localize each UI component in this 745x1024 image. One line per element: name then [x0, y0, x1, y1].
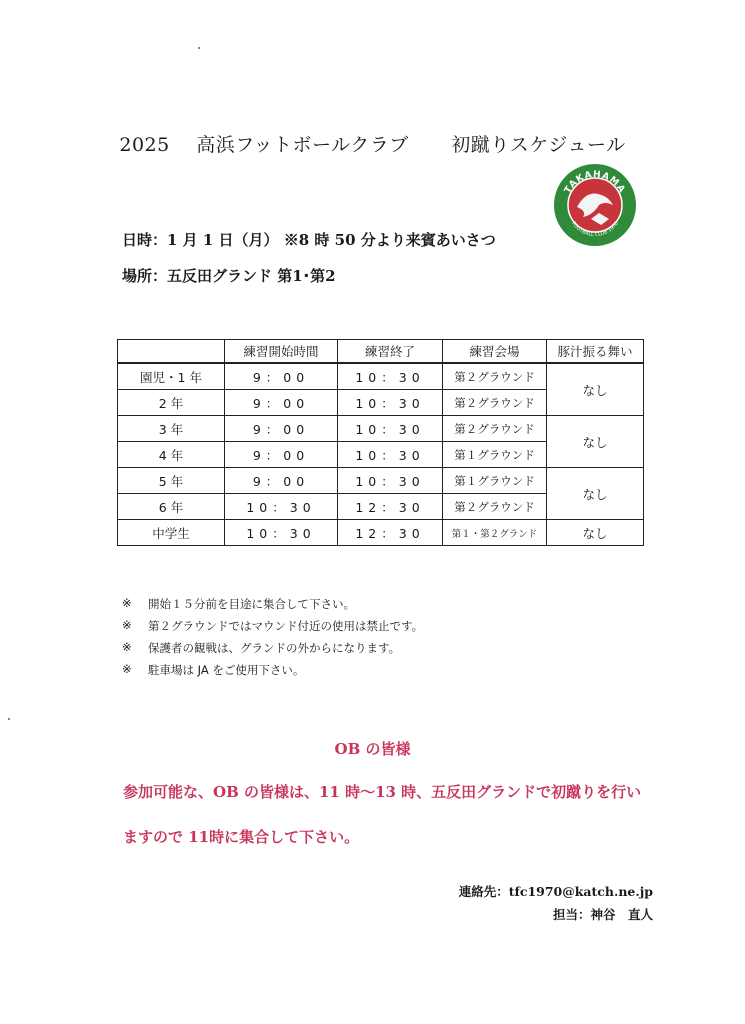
cell-tonjiru: なし — [547, 468, 644, 520]
place-line: 場所：五反田グランド 第1･第2 — [122, 267, 336, 285]
logo-subtext: FOOTBALL CLUB 1970 — [570, 220, 620, 239]
contact-person: 担当：神谷 直人 — [552, 907, 653, 922]
cell-start: 10：30 — [225, 494, 338, 520]
note-mark: ※ — [122, 596, 132, 610]
cell-end: 12：30 — [338, 494, 443, 520]
schedule-table — [117, 339, 644, 546]
cell-start: 9：00 — [225, 363, 338, 390]
cell-venue: 第１・第２グランド — [443, 520, 547, 546]
cell-grade: 6 年 — [118, 494, 225, 520]
header-venue: 練習会場 — [443, 340, 547, 364]
note-text: 開始１５分前を目途に集合して下さい。 — [148, 597, 355, 611]
cell-venue: 第１グラウンド — [443, 442, 547, 468]
header-end: 練習終了 — [338, 340, 443, 364]
cell-venue: 第１グラウンド — [443, 468, 547, 494]
cell-start: 9：00 — [225, 442, 338, 468]
cell-grade: 中学生 — [118, 520, 225, 546]
list-item — [122, 618, 423, 640]
cell-start: 9：00 — [225, 468, 338, 494]
cell-start: 10：30 — [225, 520, 338, 546]
cell-tonjiru: なし — [547, 520, 644, 546]
table-row — [118, 416, 644, 442]
ob-title: OB の皆様 — [334, 740, 411, 758]
table-row — [118, 468, 644, 494]
cell-start: 9：00 — [225, 416, 338, 442]
ob-text-line2: ますので 11時に集合して下さい。 — [123, 828, 360, 846]
cell-venue: 第２グラウンド — [443, 494, 547, 520]
cell-venue: 第２グラウンド — [443, 390, 547, 416]
title-event: 初蹴りスケジュール — [451, 134, 626, 156]
table-row — [118, 363, 644, 390]
cell-grade: 園児・1 年 — [118, 363, 225, 390]
header-tonjiru: 豚汁振る舞い — [547, 340, 644, 364]
note-text: 保護者の観戦は、グランドの外からになります。 — [148, 641, 401, 655]
note-text: 駐車場は JA をご使用下さい。 — [148, 663, 305, 677]
page-title — [0, 130, 745, 157]
cell-end: 10：30 — [338, 363, 443, 390]
cell-grade: 2 年 — [118, 390, 225, 416]
table-row — [118, 520, 644, 546]
cell-start: 9：00 — [225, 390, 338, 416]
title-club: 高浜フットボールクラブ — [196, 134, 409, 156]
cell-end: 10：30 — [338, 416, 443, 442]
cell-venue: 第２グラウンド — [443, 416, 547, 442]
notes-list — [122, 596, 423, 684]
table-header-row — [118, 340, 644, 364]
cell-end: 10：30 — [338, 442, 443, 468]
note-mark: ※ — [122, 640, 132, 654]
header-grade — [118, 340, 225, 364]
list-item — [122, 662, 423, 684]
cell-end: 12：30 — [338, 520, 443, 546]
cell-grade: 4 年 — [118, 442, 225, 468]
cell-grade: 3 年 — [118, 416, 225, 442]
cell-grade: 5 年 — [118, 468, 225, 494]
cell-tonjiru: なし — [547, 416, 644, 468]
cell-end: 10：30 — [338, 468, 443, 494]
cell-tonjiru: なし — [547, 363, 644, 416]
scan-speck — [8, 718, 10, 720]
contact-email: 連絡先：tfc1970@katch.ne.jp — [458, 884, 653, 899]
cell-end: 10：30 — [338, 390, 443, 416]
note-text: 第２グラウンドではマウンド付近の使用は禁止です。 — [148, 619, 424, 633]
date-line: 日時：1 月 1 日（月） ※8 時 50 分より来賓あいさつ — [122, 231, 496, 249]
takahama-club-emblem-icon — [553, 163, 637, 247]
list-item — [122, 596, 423, 618]
logo-text: TAKAHAMA — [563, 169, 627, 196]
cell-venue: 第２グラウンド — [443, 363, 547, 390]
note-mark: ※ — [122, 618, 132, 632]
title-year: 2025 — [119, 134, 170, 156]
header-start: 練習開始時間 — [225, 340, 338, 364]
ob-text-line1: 参加可能な、OB の皆様は、11 時～13 時、五反田グランドで初蹴りを行い — [123, 783, 642, 801]
note-mark: ※ — [122, 662, 132, 676]
list-item — [122, 640, 423, 662]
scan-speck — [198, 47, 200, 49]
